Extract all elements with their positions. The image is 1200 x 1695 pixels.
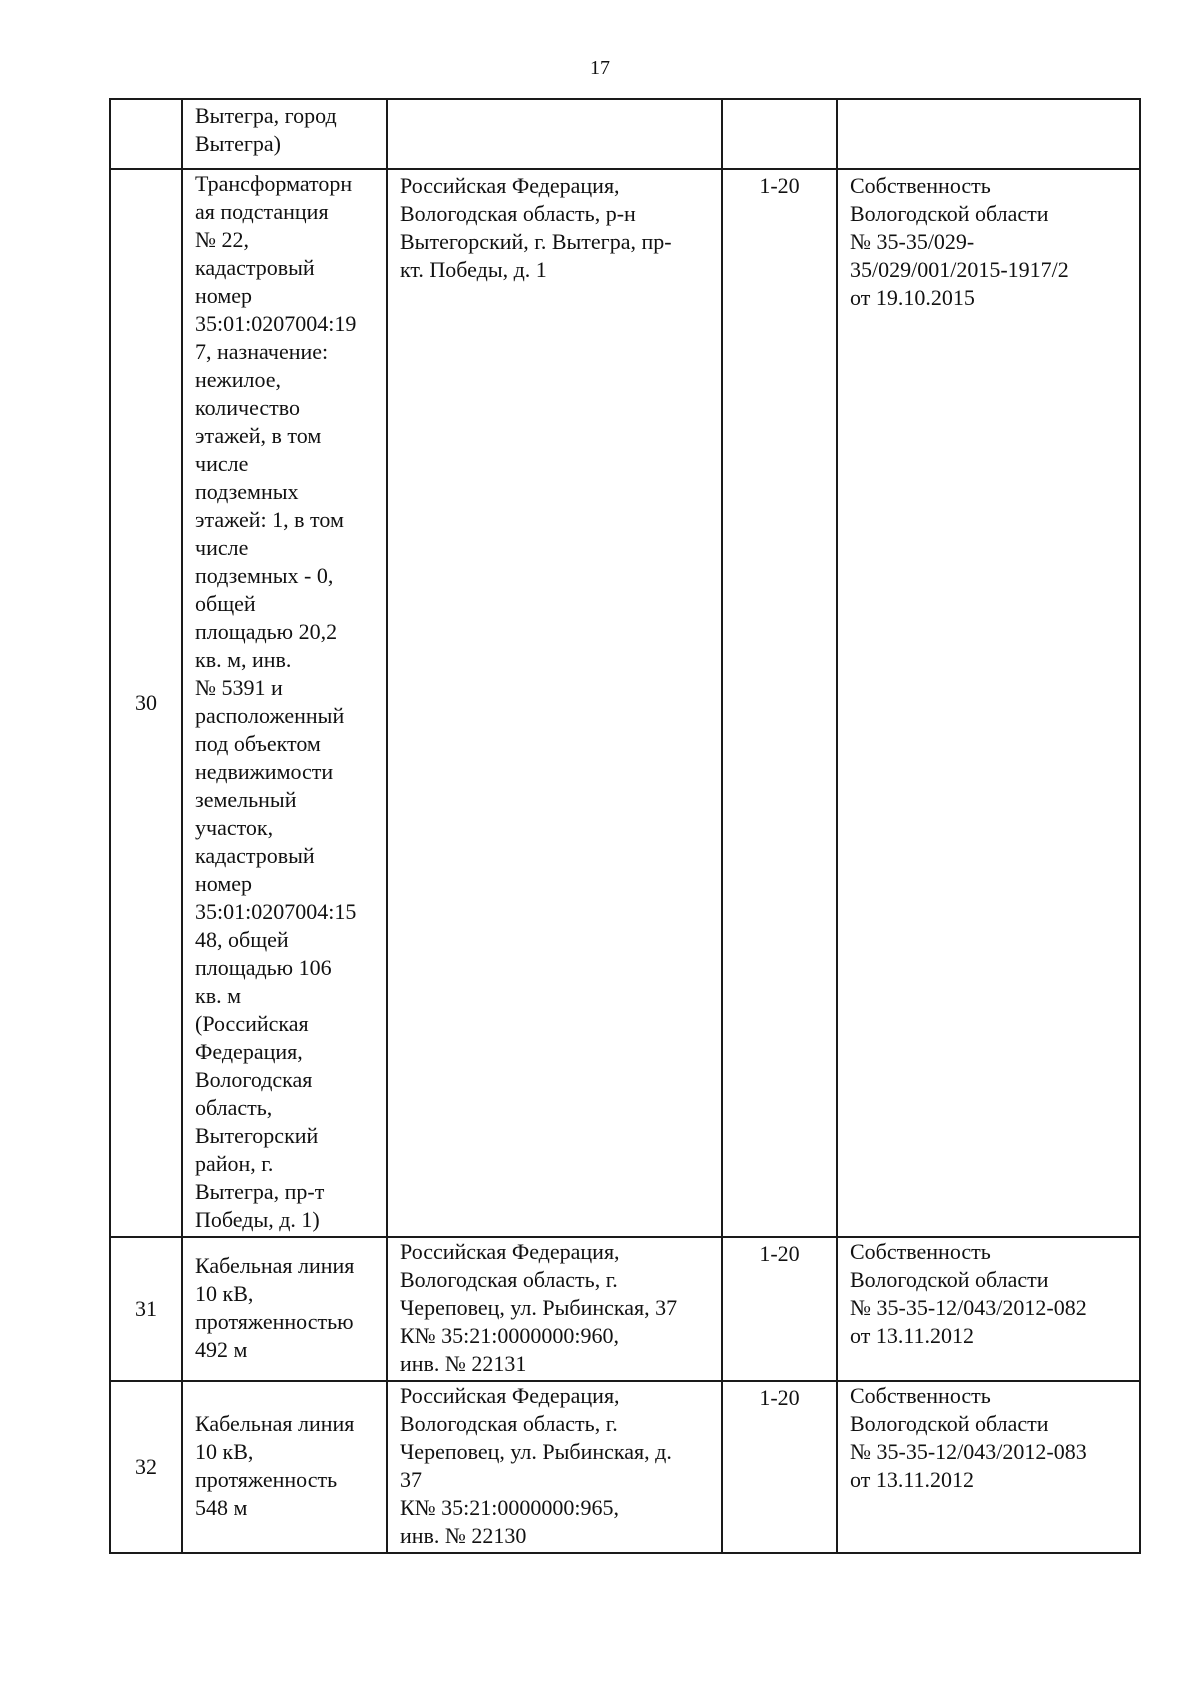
object-description-line: номер xyxy=(195,283,253,308)
object-description-line: кв. м xyxy=(195,983,241,1008)
object-description-line: Вытегра) xyxy=(195,131,281,156)
object-description-line: подземных xyxy=(195,479,299,504)
address-line: Российская Федерация, xyxy=(400,1239,620,1264)
object-description-line: 10 кВ, xyxy=(195,1439,254,1464)
row-number-cell xyxy=(110,1381,182,1553)
object-description-line: № 22, xyxy=(195,227,249,252)
object-description-line: район, г. xyxy=(195,1151,274,1176)
ownership-cell xyxy=(837,1237,1140,1381)
object-description-line: 10 кВ, xyxy=(195,1281,254,1306)
object-description-line: Федерация, xyxy=(195,1039,303,1064)
object-description-cell xyxy=(182,99,387,169)
term-cell xyxy=(722,1237,837,1381)
address-cell xyxy=(387,1237,722,1381)
object-description-line: числе xyxy=(195,451,249,476)
row-number-cell xyxy=(110,169,182,1237)
object-description-line: ая подстанция xyxy=(195,199,329,224)
object-description-line: площадью 20,2 xyxy=(195,619,338,644)
object-description-line: Кабельная линия xyxy=(195,1253,355,1278)
object-description-line: номер xyxy=(195,871,253,896)
address-line: Российская Федерация, xyxy=(400,1383,620,1408)
object-description-line: кв. м, инв. xyxy=(195,647,292,672)
address-line: Череповец, ул. Рыбинская, д. xyxy=(400,1439,672,1464)
address-line: Вологодская область, г. xyxy=(400,1267,618,1292)
ownership-line: 35/029/001/2015-1917/2 xyxy=(850,257,1069,282)
row-number-cell xyxy=(110,99,182,169)
object-description-line: земельный xyxy=(195,787,297,812)
ownership-line: Вологодской области xyxy=(850,1267,1049,1292)
address-line: Вытегорский, г. Вытегра, пр- xyxy=(400,229,672,254)
object-description-line: кадастровый xyxy=(195,843,315,868)
ownership-line: № 35-35-12/043/2012-082 xyxy=(850,1295,1087,1320)
ownership-cell xyxy=(837,1381,1140,1553)
address-line: Российская Федерация, xyxy=(400,173,620,198)
object-description-line: кадастровый xyxy=(195,255,315,280)
table-row xyxy=(110,169,1140,1237)
object-description-line: область, xyxy=(195,1095,273,1120)
object-description-line: протяженность xyxy=(195,1467,338,1492)
object-description-line: общей xyxy=(195,591,256,616)
object-description-line: 548 м xyxy=(195,1495,248,1520)
ownership-line: Собственность xyxy=(850,1239,991,1264)
object-description-line: этажей, в том xyxy=(195,423,322,448)
table-row xyxy=(110,99,1140,169)
object-description-cell xyxy=(182,169,387,1237)
term-value: 1-20 xyxy=(759,173,800,198)
object-description-line: (Российская xyxy=(195,1011,309,1036)
object-description-line: Вытегра, пр-т xyxy=(195,1179,325,1204)
object-description-line: 492 м xyxy=(195,1337,248,1362)
address-cell xyxy=(387,99,722,169)
object-description-line: 48, общей xyxy=(195,927,289,952)
object-description-cell xyxy=(182,1381,387,1553)
term-cell xyxy=(722,1381,837,1553)
address-line: инв. № 22130 xyxy=(400,1523,527,1548)
object-description-line: нежилое, xyxy=(195,367,282,392)
object-description-line: подземных - 0, xyxy=(195,563,334,588)
object-description-line: 7, назначение: xyxy=(195,339,329,364)
ownership-cell xyxy=(837,99,1140,169)
ownership-line: № 35-35-12/043/2012-083 xyxy=(850,1439,1087,1464)
object-description-line: Вытегра, город xyxy=(195,103,337,128)
object-description-line: Вытегорский xyxy=(195,1123,319,1148)
ownership-line: от 13.11.2012 xyxy=(850,1323,975,1348)
ownership-cell xyxy=(837,169,1140,1237)
object-description-line: Кабельная линия xyxy=(195,1411,355,1436)
page-number: 17 xyxy=(590,57,610,79)
ownership-line: Вологодской области xyxy=(850,1411,1049,1436)
ownership-line: от 13.11.2012 xyxy=(850,1467,975,1492)
object-description-line: числе xyxy=(195,535,249,560)
ownership-line: Вологодской области xyxy=(850,201,1049,226)
ownership-line: от 19.10.2015 xyxy=(850,285,975,310)
ownership-line: Собственность xyxy=(850,1383,991,1408)
object-description-line: этажей: 1, в том xyxy=(195,507,344,532)
object-description-line: количество xyxy=(195,395,301,420)
object-description-line: 35:01:0207004:19 xyxy=(195,311,357,336)
table-row xyxy=(110,1237,1140,1381)
object-description-line: под объектом xyxy=(195,731,321,756)
table-row xyxy=(110,1381,1140,1553)
term-cell xyxy=(722,99,837,169)
address-line: Вологодская область, р-н xyxy=(400,201,636,226)
ownership-line: Собственность xyxy=(850,173,991,198)
object-description-line: протяженностью xyxy=(195,1309,354,1334)
address-line: 37 xyxy=(400,1467,422,1492)
object-description-line: участок, xyxy=(195,815,274,840)
row-number-cell xyxy=(110,1237,182,1381)
object-description-line: 35:01:0207004:15 xyxy=(195,899,357,924)
object-description-line: Трансформаторн xyxy=(195,171,353,196)
term-cell xyxy=(722,169,837,1237)
row-number: 31 xyxy=(135,1296,157,1321)
object-description-line: Вологодская xyxy=(195,1067,313,1092)
term-value: 1-20 xyxy=(759,1385,800,1410)
row-number: 32 xyxy=(135,1454,157,1479)
address-line: кт. Победы, д. 1 xyxy=(400,257,547,282)
object-description-cell xyxy=(182,1237,387,1381)
address-line: Череповец, ул. Рыбинская, 37 xyxy=(400,1295,678,1320)
object-description-line: недвижимости xyxy=(195,759,334,784)
object-description-line: расположенный xyxy=(195,703,345,728)
object-description-line: № 5391 и xyxy=(195,675,283,700)
object-description-line: Победы, д. 1) xyxy=(195,1207,320,1232)
address-cell xyxy=(387,169,722,1237)
term-value: 1-20 xyxy=(759,1241,800,1266)
object-description-line: площадью 106 xyxy=(195,955,332,980)
property-table xyxy=(109,98,1141,1554)
address-line: инв. № 22131 xyxy=(400,1351,527,1376)
address-line: К№ 35:21:0000000:960, xyxy=(400,1323,620,1348)
address-cell xyxy=(387,1381,722,1553)
address-line: Вологодская область, г. xyxy=(400,1411,618,1436)
ownership-line: № 35-35/029- xyxy=(850,229,975,254)
row-number: 30 xyxy=(135,690,157,715)
address-line: К№ 35:21:0000000:965, xyxy=(400,1495,620,1520)
